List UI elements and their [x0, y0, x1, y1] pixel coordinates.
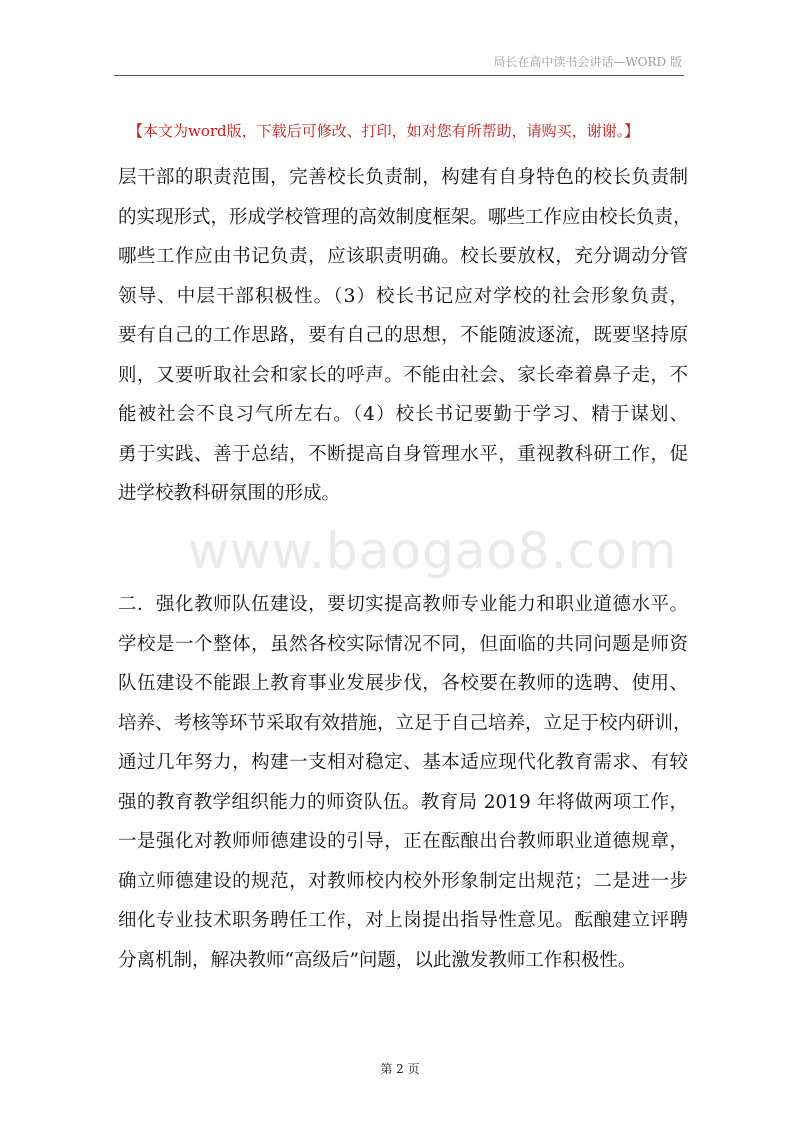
paragraph-line: 强的教育教学组织能力的师资队伍。教育局 2019 年将做两项工作，	[118, 791, 688, 813]
paragraph-line: 的实现形式，形成学校管理的高效制度框架。哪些工作应由校长负责，	[118, 206, 692, 228]
watermark: www.baogao8.com	[188, 522, 678, 580]
paragraph-line: 培养、考核等环节采取有效措施，立足于自己培养，立足于校内研训，	[118, 712, 692, 734]
paragraph-line: 分离机制，解决教师“高级后”问题，以此激发教师工作积极性。	[118, 949, 637, 971]
document-header-title: 局长在高中读书会讲话—WORD 版	[493, 55, 682, 69]
paragraph-line: 哪些工作应由书记负责，应该职责明确。校长要放权，充分调动分管	[118, 246, 688, 267]
paragraph-line: 通过几年努力，构建一支相对稳定、基本适应现代化教育需求、有较	[118, 752, 688, 773]
paragraph-line: 勇于实践、善于总结，不断提高自身管理水平，重视教科研工作，促	[118, 443, 688, 465]
paragraph-line: 层干部的职责范围，完善校长负责制，构建有自身特色的校长负责制	[118, 167, 688, 188]
paragraph-line: 确立师德建设的规范，对教师校内校外形象制定出规范；二是进一步	[118, 870, 688, 892]
paragraph-line: 二．强化教师队伍建设，要切实提高教师专业能力和职业道德水平。	[118, 594, 688, 615]
purchase-notice: 【本文为word版，下载后可修改、打印，如对您有所帮助，请购买，谢谢。】	[128, 122, 640, 140]
paragraph-line: 要有自己的工作思路，要有自己的思想，不能随波逐流，既要坚持原	[118, 325, 688, 346]
paragraph-line: 队伍建设不能跟上教育事业发展步伐，各校要在教师的选聘、使用、	[118, 673, 688, 694]
paragraph-line: 细化专业技术职务聘任工作，对上岗提出指导性意见。酝酿建立评聘	[118, 910, 688, 931]
paragraph-1	[118, 158, 692, 514]
paragraph-line: 一是强化对教师师德建设的引导，正在酝酿出台教师职业道德规章，	[118, 831, 688, 852]
paragraph-line: 学校是一个整体，虽然各校实际情况不同，但面临的共同问题是师资	[118, 633, 688, 655]
paragraph-2	[118, 585, 692, 980]
paragraph-line: 则，又要听取社会和家长的呼声。不能由社会、家长牵着鼻子走，不	[118, 364, 688, 386]
paragraph-line: 进学校教科研氛围的形成。	[118, 483, 341, 504]
header-divider	[114, 75, 684, 76]
page-number: 第 2 页	[380, 1062, 420, 1076]
paragraph-line: 能被社会不良习气所左右。（4）校长书记要勤于学习、精于谋划、	[118, 404, 688, 425]
paragraph-line: 领导、中层干部积极性。（3）校长书记应对学校的社会形象负责，	[118, 285, 688, 307]
